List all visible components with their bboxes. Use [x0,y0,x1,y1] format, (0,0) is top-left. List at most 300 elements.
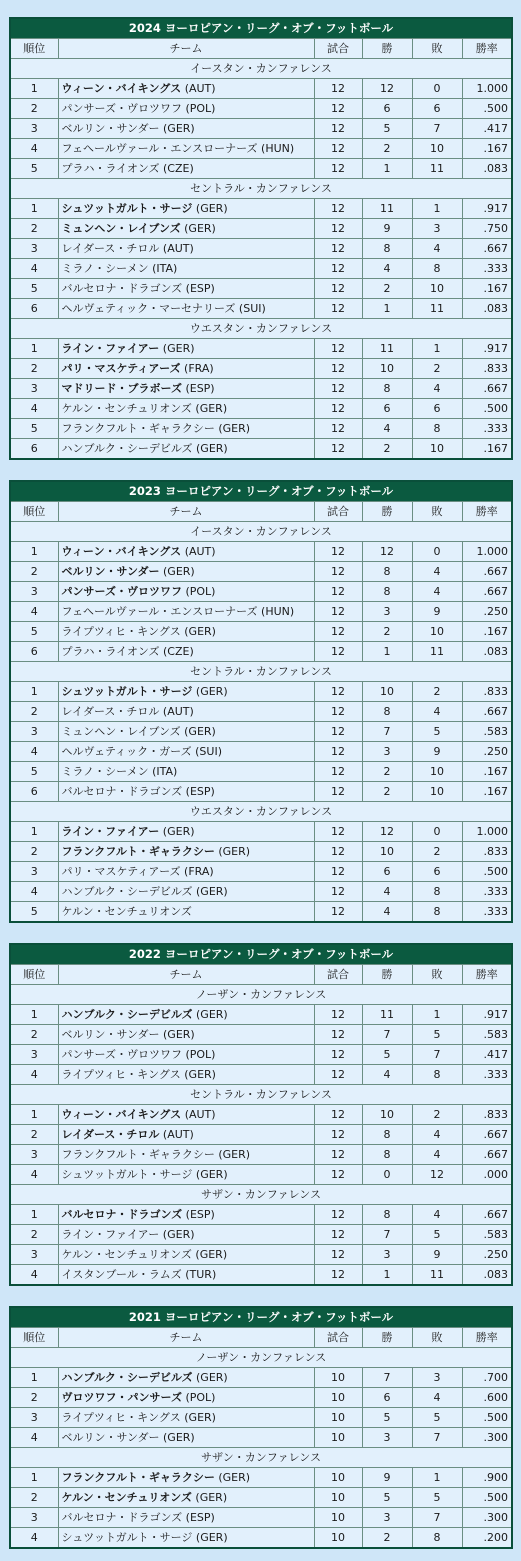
games-cell: 10 [314,1468,362,1488]
pct-cell: .083 [462,642,512,662]
title-row [10,1307,512,1328]
wins-cell: 10 [362,359,412,379]
column-header-games: 試合 [314,965,362,985]
team-name: シュツットガルト・サージ [61,1168,193,1181]
games-cell: 12 [314,199,362,219]
title-row [10,18,512,39]
table-row [10,1408,512,1428]
rank-cell: 2 [10,219,58,239]
team-cell [58,339,314,359]
season-title: 2024 ヨーロピアン・リーグ・オブ・フットボール [10,18,512,39]
column-header-pct: 勝率 [462,1328,512,1348]
team-cell [58,219,314,239]
team-country: (CZE) [163,162,194,175]
team-cell [58,1045,314,1065]
losses-cell: 4 [412,1205,462,1225]
team-name: ライン・ファイアー [61,1228,160,1241]
losses-cell: 7 [412,1428,462,1448]
wins-cell: 2 [362,1528,412,1549]
team-name: ヘルヴェティック・ガーズ [61,745,192,758]
title-row [10,481,512,502]
team-country: (GER) [195,685,228,698]
header-row [10,1328,512,1348]
conference-row [10,59,512,79]
pct-cell: .600 [462,1388,512,1408]
wins-cell: 11 [362,339,412,359]
wins-cell: 5 [362,119,412,139]
team-country: (ESP) [185,1511,215,1524]
team-name: ベルリン・サンダー [61,1028,160,1041]
losses-cell: 5 [412,1025,462,1045]
losses-cell: 3 [412,1368,462,1388]
conference-name: ノーザン・カンファレンス [10,1348,512,1368]
pct-cell: .700 [462,1368,512,1388]
table-row [10,339,512,359]
team-country: (AUT) [162,705,194,718]
table-row [10,1528,512,1549]
wins-cell: 5 [362,1408,412,1428]
conference-row [10,522,512,542]
games-cell: 12 [314,419,362,439]
pct-cell: .500 [462,1488,512,1508]
team-country: (GER) [195,1531,228,1544]
losses-cell: 4 [412,582,462,602]
team-cell [58,602,314,622]
wins-cell: 8 [362,1145,412,1165]
team-cell [58,1488,314,1508]
team-cell [58,1005,314,1025]
column-header-games: 試合 [314,502,362,522]
games-cell: 12 [314,219,362,239]
team-cell [58,862,314,882]
losses-cell: 11 [412,299,462,319]
team-name: ベルリン・サンダー [61,565,160,578]
games-cell: 12 [314,882,362,902]
team-cell [58,299,314,319]
team-country: (ITA) [152,262,178,275]
wins-cell: 2 [362,139,412,159]
team-country: (GER) [184,725,216,738]
conference-name: イースタン・カンファレンス [10,522,512,542]
conference-row [10,1348,512,1368]
team-name: バルセロナ・ドラゴンズ [61,282,183,295]
conference-name: セントラル・カンファレンス [10,1085,512,1105]
rank-cell: 3 [10,1045,58,1065]
table-row [10,822,512,842]
wins-cell: 9 [362,1468,412,1488]
column-header-wins: 勝 [362,502,412,522]
team-name: ヘルヴェティック・マーセナリーズ [61,302,236,315]
team-country: (CZE) [163,645,194,658]
games-cell: 10 [314,1388,362,1408]
team-name: ヴロツワフ・パンサーズ [61,1391,182,1404]
wins-cell: 2 [362,439,412,460]
pct-cell: .667 [462,1205,512,1225]
table-row [10,682,512,702]
team-name: ライプツィヒ・キングス [61,1411,181,1424]
games-cell: 12 [314,682,362,702]
team-country: (FRA) [184,865,214,878]
team-cell [58,1105,314,1125]
team-country: (GER) [184,222,216,235]
team-name: ケルン・センチュリオンズ [61,402,192,415]
rank-cell: 2 [10,1388,58,1408]
losses-cell: 11 [412,642,462,662]
losses-cell: 0 [412,79,462,99]
losses-cell: 1 [412,1005,462,1025]
wins-cell: 1 [362,159,412,179]
team-country: (HUN) [261,605,295,618]
losses-cell: 11 [412,159,462,179]
losses-cell: 5 [412,1408,462,1428]
pct-cell: .083 [462,159,512,179]
rank-cell: 2 [10,1025,58,1045]
pct-cell: .667 [462,239,512,259]
table-row [10,1065,512,1085]
team-name: フランクフルト・ギャラクシー [61,422,215,435]
pct-cell: .583 [462,722,512,742]
table-row [10,622,512,642]
team-cell [58,119,314,139]
losses-cell: 10 [412,762,462,782]
losses-cell: 8 [412,902,462,923]
team-name: バルセロナ・ドラゴンズ [61,785,183,798]
wins-cell: 2 [362,622,412,642]
rank-cell: 5 [10,279,58,299]
team-cell [58,1468,314,1488]
season-standings-table [9,943,513,1286]
pct-cell: .333 [462,882,512,902]
losses-cell: 8 [412,259,462,279]
wins-cell: 10 [362,1105,412,1125]
team-cell [58,1428,314,1448]
team-country: (POL) [185,102,216,115]
table-row [10,379,512,399]
rank-cell: 6 [10,299,58,319]
pct-cell: .333 [462,1065,512,1085]
table-row [10,1025,512,1045]
table-row [10,219,512,239]
games-cell: 12 [314,1265,362,1286]
team-name: レイダース・チロル [61,242,160,255]
pct-cell: .167 [462,279,512,299]
rank-cell: 1 [10,1005,58,1025]
games-cell: 12 [314,239,362,259]
rank-cell: 5 [10,762,58,782]
team-country: (GER) [184,625,216,638]
season-standings-table [9,480,513,923]
table-row [10,1205,512,1225]
conference-name: セントラル・カンファレンス [10,179,512,199]
team-cell [58,842,314,862]
team-name: ライプツィヒ・キングス [61,1068,181,1081]
team-name: ハンブルク・シーデビルズ [61,1371,193,1384]
column-header-pct: 勝率 [462,502,512,522]
wins-cell: 6 [362,1388,412,1408]
table-row [10,722,512,742]
wins-cell: 11 [362,1005,412,1025]
rank-cell: 4 [10,139,58,159]
pct-cell: .200 [462,1528,512,1549]
games-cell: 10 [314,1488,362,1508]
losses-cell: 2 [412,842,462,862]
rank-cell: 3 [10,1145,58,1165]
column-header-rank: 順位 [10,965,58,985]
team-cell [58,722,314,742]
team-cell [58,1025,314,1045]
rank-cell: 4 [10,399,58,419]
table-row [10,139,512,159]
pct-cell: 1.000 [462,542,512,562]
team-name: フェヘールヴァール・エンスローナーズ [61,142,258,155]
games-cell: 12 [314,139,362,159]
pct-cell: .250 [462,602,512,622]
pct-cell: .833 [462,842,512,862]
table-row [10,419,512,439]
pct-cell: .500 [462,1408,512,1428]
team-name: バルセロナ・ドラゴンズ [61,1511,183,1524]
wins-cell: 9 [362,219,412,239]
wins-cell: 10 [362,682,412,702]
column-header-rank: 順位 [10,39,58,59]
column-header-team: チーム [58,502,314,522]
team-cell [58,159,314,179]
games-cell: 12 [314,1145,362,1165]
games-cell: 12 [314,722,362,742]
wins-cell: 4 [362,882,412,902]
team-name: ベルリン・サンダー [61,122,160,135]
team-name: ウィーン・バイキングス [61,1108,182,1121]
table-row [10,602,512,622]
rank-cell: 2 [10,99,58,119]
team-cell [58,642,314,662]
team-name: パンサーズ・ヴロツワフ [61,102,182,115]
wins-cell: 5 [362,1488,412,1508]
pct-cell: .333 [462,419,512,439]
team-name: ケルン・センチュリオンズ [61,905,192,918]
team-country: (AUT) [184,82,216,95]
wins-cell: 3 [362,742,412,762]
table-row [10,762,512,782]
pct-cell: .917 [462,1005,512,1025]
games-cell: 12 [314,1225,362,1245]
team-cell [58,359,314,379]
wins-cell: 8 [362,1125,412,1145]
team-name: ライプツィヒ・キングス [61,625,181,638]
pct-cell: .167 [462,439,512,460]
team-name: パリ・マスケティアーズ [61,362,181,375]
wins-cell: 8 [362,379,412,399]
table-row [10,199,512,219]
column-header-team: チーム [58,39,314,59]
table-row [10,1125,512,1145]
conference-row [10,985,512,1005]
team-cell [58,562,314,582]
team-country: (GER) [196,1008,228,1021]
team-name: ハンブルク・シーデビルズ [61,885,193,898]
team-cell [58,1205,314,1225]
team-country: (HUN) [261,142,295,155]
column-header-rank: 順位 [10,502,58,522]
rank-cell: 3 [10,379,58,399]
conference-name: ノーザン・カンファレンス [10,985,512,1005]
team-country: (POL) [185,585,216,598]
rank-cell: 1 [10,682,58,702]
wins-cell: 8 [362,239,412,259]
pct-cell: .250 [462,742,512,762]
season-title: 2021 ヨーロピアン・リーグ・オブ・フットボール [10,1307,512,1328]
pct-cell: .917 [462,339,512,359]
table-row [10,1388,512,1408]
team-country: (GER) [218,422,251,435]
team-cell [58,682,314,702]
conference-row [10,1185,512,1205]
team-country: (GER) [162,825,195,838]
table-row [10,119,512,139]
losses-cell: 6 [412,862,462,882]
losses-cell: 6 [412,99,462,119]
team-cell [58,1528,314,1549]
team-country: (ESP) [185,282,215,295]
team-country: (GER) [218,1148,251,1161]
conference-row [10,179,512,199]
team-name: プラハ・ライオンズ [61,645,160,658]
games-cell: 10 [314,1368,362,1388]
games-cell: 10 [314,1528,362,1549]
losses-cell: 6 [412,399,462,419]
rank-cell: 2 [10,359,58,379]
games-cell: 12 [314,702,362,722]
column-header-losses: 敗 [412,965,462,985]
losses-cell: 7 [412,1508,462,1528]
games-cell: 12 [314,1045,362,1065]
column-header-games: 試合 [314,39,362,59]
team-name: ライン・ファイアー [61,825,160,838]
team-cell [58,439,314,460]
wins-cell: 1 [362,299,412,319]
title-row [10,944,512,965]
conference-name: サザン・カンファレンス [10,1448,512,1468]
pct-cell: .167 [462,762,512,782]
team-name: フェヘールヴァール・エンスローナーズ [61,605,258,618]
losses-cell: 5 [412,722,462,742]
losses-cell: 4 [412,1388,462,1408]
games-cell: 12 [314,862,362,882]
rank-cell: 3 [10,862,58,882]
column-header-pct: 勝率 [462,965,512,985]
rank-cell: 3 [10,119,58,139]
table-row [10,842,512,862]
games-cell: 12 [314,1105,362,1125]
rank-cell: 2 [10,842,58,862]
games-cell: 12 [314,602,362,622]
losses-cell: 3 [412,219,462,239]
losses-cell: 8 [412,1065,462,1085]
team-country: (ESP) [185,382,215,395]
team-country: (AUT) [184,1108,216,1121]
games-cell: 12 [314,822,362,842]
games-cell: 12 [314,259,362,279]
table-row [10,582,512,602]
losses-cell: 0 [412,822,462,842]
team-cell [58,139,314,159]
losses-cell: 2 [412,682,462,702]
losses-cell: 7 [412,119,462,139]
games-cell: 12 [314,339,362,359]
table-row [10,542,512,562]
team-name: レイダース・チロル [61,1128,160,1141]
table-row [10,1005,512,1025]
team-country: (GER) [195,202,228,215]
losses-cell: 1 [412,339,462,359]
rank-cell: 1 [10,1368,58,1388]
wins-cell: 4 [362,259,412,279]
games-cell: 12 [314,1165,362,1185]
rank-cell: 4 [10,742,58,762]
rank-cell: 1 [10,542,58,562]
team-name: イスタンブール・ラムズ [61,1268,182,1281]
rank-cell: 4 [10,1165,58,1185]
wins-cell: 12 [362,822,412,842]
team-name: パリ・マスケティアーズ [61,865,181,878]
rank-cell: 3 [10,1508,58,1528]
team-cell [58,1065,314,1085]
team-name: シュツットガルト・サージ [61,1531,193,1544]
table-row [10,439,512,460]
team-country: (GER) [184,1411,216,1424]
losses-cell: 10 [412,439,462,460]
pct-cell: .833 [462,1105,512,1125]
pct-cell: 1.000 [462,822,512,842]
wins-cell: 12 [362,79,412,99]
table-row [10,1145,512,1165]
team-country: (POL) [185,1048,216,1061]
team-cell [58,79,314,99]
rank-cell: 2 [10,1488,58,1508]
team-name: ベルリン・サンダー [61,1431,160,1444]
losses-cell: 4 [412,1145,462,1165]
team-cell [58,782,314,802]
wins-cell: 3 [362,1428,412,1448]
pct-cell: .500 [462,862,512,882]
conference-row [10,802,512,822]
games-cell: 12 [314,742,362,762]
games-cell: 12 [314,79,362,99]
losses-cell: 9 [412,1245,462,1265]
team-country: (SUI) [238,302,266,315]
team-country: (FRA) [184,362,214,375]
games-cell: 10 [314,1508,362,1528]
team-name: ライン・ファイアー [61,342,160,355]
team-cell [58,199,314,219]
rank-cell: 1 [10,1205,58,1225]
rank-cell: 4 [10,1428,58,1448]
rank-cell: 1 [10,1105,58,1125]
games-cell: 12 [314,1245,362,1265]
team-name: フランクフルト・ギャラクシー [61,845,215,858]
wins-cell: 7 [362,722,412,742]
table-row [10,1508,512,1528]
team-name: ミュンヘン・レイブンズ [61,725,181,738]
table-row [10,642,512,662]
games-cell: 12 [314,642,362,662]
header-row [10,965,512,985]
pct-cell: 1.000 [462,79,512,99]
wins-cell: 2 [362,279,412,299]
rank-cell: 5 [10,419,58,439]
losses-cell: 5 [412,1225,462,1245]
rank-cell: 2 [10,1125,58,1145]
